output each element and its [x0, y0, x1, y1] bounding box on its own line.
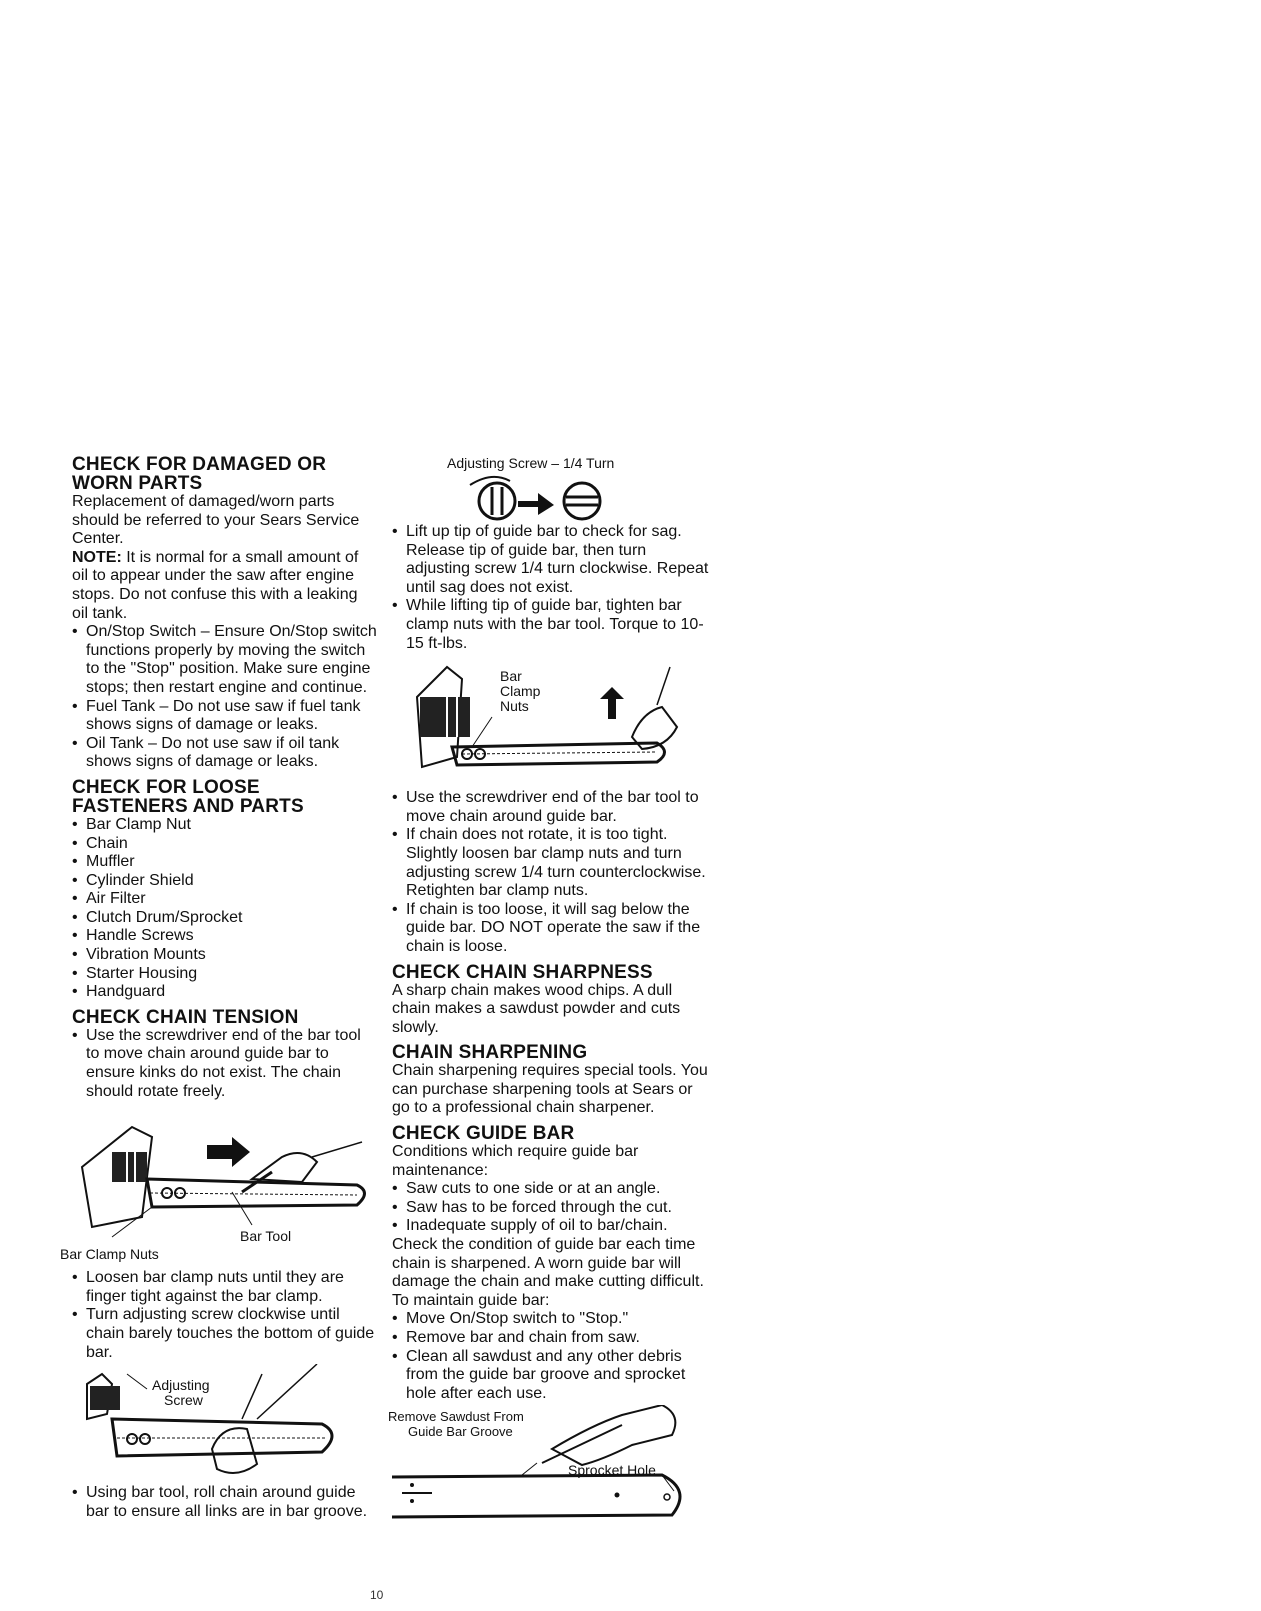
chain-tension-list — [72, 1027, 377, 1101]
list-item: • Vibration Mounts — [72, 946, 377, 965]
left-column — [60, 454, 377, 1521]
list-item: • Turn adjusting screw clockwise until chain barely touches the bottom of guide bar. — [72, 1306, 377, 1362]
chain-sharpness-paragraph: A sharp chain makes wood chips. A dull chain makes a sawdust powder and cuts slowly. — [392, 981, 681, 1036]
note-label: NOTE: — [72, 548, 122, 566]
list-item: • On/Stop Switch – Ensure On/Stop switch functions properly by moving the switch to the "Stop" position. Make sure engine stops; then restart engine and continue. — [72, 623, 377, 697]
list-item: • Chain — [72, 835, 377, 854]
adjusting-label-2: Screw — [164, 1392, 203, 1409]
quarter-turn-illustration — [392, 471, 712, 523]
right-column — [388, 455, 712, 1523]
list-item: • Oil Tank – Do not use saw if oil tank shows signs of damage or leaks. — [72, 735, 377, 772]
list-item: • Clean all sawdust and any other debris from the guide bar groove and sprocket hole after each use. — [392, 1348, 712, 1404]
list-item: • Handguard — [72, 983, 377, 1002]
guide-bar-groove-label: Guide Bar Groove — [408, 1424, 513, 1440]
list-item: • Use the screwdriver end of the bar tool to move chain around guide bar to ensure kinks do not exist. The chain should rotate freely. — [72, 1027, 377, 1101]
damaged-parts-list — [72, 623, 377, 772]
list-item: • Starter Housing — [72, 965, 377, 984]
chain-tension-steps — [72, 1269, 377, 1362]
guide-bar-conditions-list — [392, 1180, 712, 1236]
bar-tool-illustration — [60, 1107, 377, 1265]
adjusting-label-1: Adjusting — [152, 1377, 210, 1394]
chain-rotation-list — [392, 789, 712, 956]
list-item: • Move On/Stop switch to "Stop." — [392, 1310, 712, 1329]
list-item: • Lift up tip of guide bar to check for sag. Release tip of guide bar, then turn adjusting screw 1/4 turn clockwise. Repeat until sag does not exist. — [392, 523, 712, 597]
sprocket-hole-label: Sprocket Hole — [568, 1462, 656, 1479]
roll-chain-list — [72, 1484, 377, 1521]
damaged-parts-paragraph: Replacement of damaged/worn parts should be referred to your Sears Service Center. — [72, 493, 360, 548]
list-item: • Clutch Drum/Sprocket — [72, 909, 377, 928]
adjusting-screw-drawing — [72, 1364, 362, 1482]
section-title-damaged-parts: CHECK FOR DAMAGED OR WORN PARTS — [72, 454, 327, 494]
adjusting-screw-illustration — [72, 1364, 377, 1482]
sag-check-list — [392, 523, 712, 653]
remove-sawdust-label: Remove Sawdust From — [388, 1409, 524, 1425]
chain-sharpening-paragraph: Chain sharpening requires special tools. You can purchase sharpening tools at Sears or go to a professional chain sharpener. — [392, 1062, 708, 1117]
loose-fasteners-list — [72, 816, 377, 1002]
list-item: • Air Filter — [72, 890, 377, 909]
quarter-turn-drawing — [392, 471, 712, 523]
list-item: • Cylinder Shield — [72, 872, 377, 891]
list-item: • Use the screwdriver end of the bar tool to move chain around guide bar. — [392, 789, 712, 826]
list-item: • If chain is too loose, it will sag below the guide bar. DO NOT operate the saw if the chain is loose. — [392, 901, 712, 957]
quarter-turn-caption: Adjusting Screw – 1/4 Turn — [447, 455, 615, 471]
guide-bar-groove-illustration — [388, 1405, 712, 1523]
list-item: • Using bar tool, roll chain around guide bar to ensure all links are in bar groove. — [72, 1484, 377, 1521]
list-item: • Loosen bar clamp nuts until they are finger tight against the bar clamp. — [72, 1269, 377, 1306]
section-title-chain-tension: CHECK CHAIN TENSION — [72, 1006, 299, 1028]
list-item: • Saw cuts to one side or at an angle. — [392, 1180, 712, 1199]
section-title-loose-fasteners: CHECK FOR LOOSE FASTENERS AND PARTS — [72, 776, 304, 817]
guide-bar-maintenance-paragraph: Check the condition of guide bar each time chain is sharpened. A worn guide bar will damage the chain and make cutting difficult. To maintain guide bar: — [392, 1236, 704, 1309]
section-title-chain-sharpness: CHECK CHAIN SHARPNESS — [392, 961, 653, 983]
saw-bar-tool-drawing — [72, 1107, 372, 1247]
note-text: It is normal for a small amount of oil to appear under the saw after engine stops. Do not confuse this with a leaking oil tank. — [72, 548, 359, 622]
list-item: • Remove bar and chain from saw. — [392, 1329, 712, 1348]
list-item: • Saw has to be forced through the cut. — [392, 1199, 712, 1218]
list-item: • Handle Screws — [72, 927, 377, 946]
list-item: • If chain does not rotate, it is too tight. Slightly loosen bar clamp nuts and turn adjusting screw 1/4 turn counterclockwise. Retighten bar clamp nuts. — [392, 826, 712, 900]
list-item: • Bar Clamp Nut — [72, 816, 377, 835]
list-item: • While lifting tip of guide bar, tighten bar clamp nuts with the bar tool. Torque to 10-15 ft-lbs. — [392, 597, 712, 653]
bar-label: Bar — [500, 668, 522, 685]
bar-tool-label: Bar Tool — [240, 1228, 292, 1245]
list-item: • Fuel Tank – Do not use saw if fuel tank shows signs of damage or leaks. — [72, 698, 377, 735]
list-item: • Muffler — [72, 853, 377, 872]
nuts-label: Nuts — [500, 698, 529, 715]
bar-clamp-nuts-label: Bar Clamp Nuts — [60, 1246, 159, 1263]
guide-bar-maintenance-list — [392, 1310, 712, 1403]
guide-bar-conditions-paragraph: Conditions which require guide bar maintenance: — [392, 1143, 639, 1179]
clamp-label: Clamp — [500, 683, 541, 700]
page-number: 10 — [370, 1588, 384, 1602]
section-title-chain-sharpening: CHAIN SHARPENING — [392, 1042, 588, 1064]
list-item: • Inadequate supply of oil to bar/chain. — [392, 1217, 712, 1236]
note-paragraph — [72, 549, 377, 623]
section-title-guide-bar: CHECK GUIDE BAR — [392, 1123, 575, 1145]
bar-clamp-nuts-illustration — [392, 657, 712, 785]
bar-clamp-nuts-drawing — [392, 657, 692, 785]
